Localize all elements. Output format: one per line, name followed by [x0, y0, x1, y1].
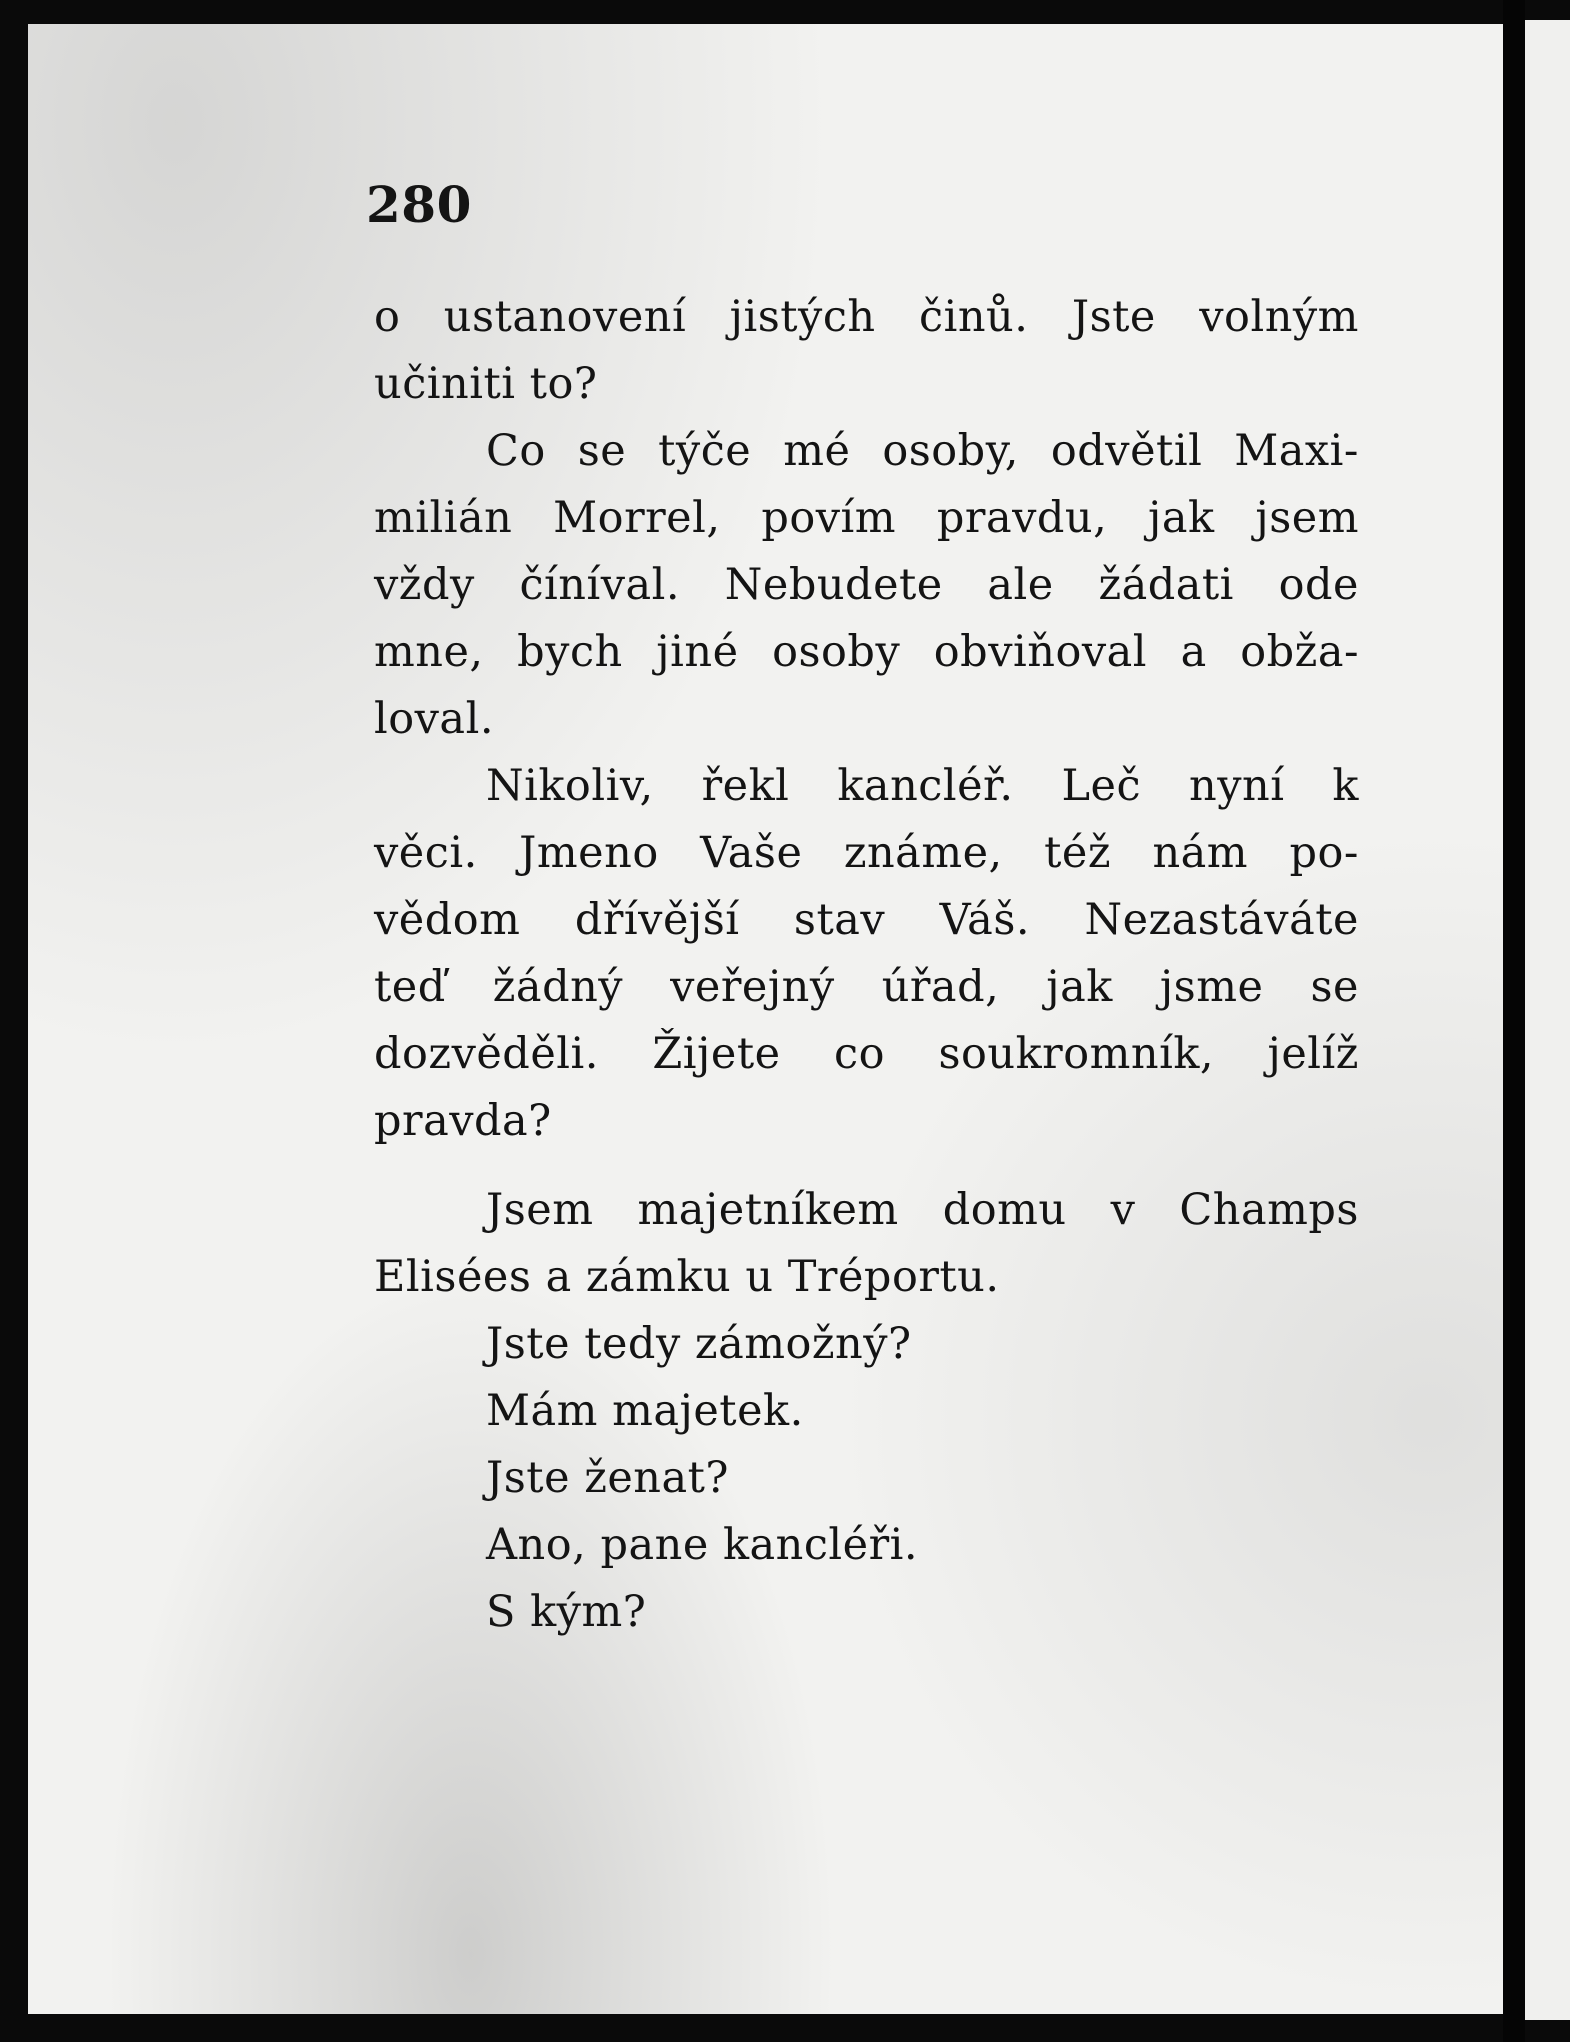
word: Leč: [1061, 761, 1142, 811]
word: jak: [1046, 962, 1113, 1012]
word: Jsem: [486, 1185, 594, 1235]
word: obža-: [1240, 627, 1359, 677]
word: volným: [1199, 292, 1359, 342]
word: dozvěděli.: [374, 1029, 599, 1079]
body-text: [374, 284, 1359, 1646]
word: nám: [1152, 828, 1249, 878]
text-line: [374, 954, 1359, 1021]
word: žádati: [1098, 560, 1234, 610]
word: domu: [942, 1185, 1067, 1235]
word: Maxi-: [1234, 426, 1359, 476]
word: jistých: [729, 292, 876, 342]
next-page-edge: [1525, 20, 1570, 2020]
word: obviňoval: [933, 627, 1148, 677]
word: co: [834, 1029, 885, 1079]
word: osoby: [772, 627, 901, 677]
word: řekl: [701, 761, 790, 811]
text-line: S kým?: [486, 1587, 647, 1637]
word: jsem: [1255, 493, 1359, 543]
text-line: Ano, pane kancléři.: [486, 1520, 919, 1570]
text-line: [374, 418, 1359, 485]
word: činů.: [919, 292, 1029, 342]
word: mé: [783, 426, 851, 476]
word: soukromník,: [938, 1029, 1215, 1079]
word: Žijete: [652, 1029, 781, 1079]
text-line: [374, 485, 1359, 552]
word: nyní: [1189, 761, 1285, 811]
word: mne,: [374, 627, 484, 677]
word: vždy: [374, 560, 475, 610]
word: též: [1044, 828, 1112, 878]
word: dřívější: [574, 895, 740, 945]
page-number: 280: [366, 175, 472, 234]
word: Vaše: [700, 828, 803, 878]
word: věci.: [374, 828, 478, 878]
word: o: [374, 292, 401, 342]
word: Morrel,: [553, 493, 721, 543]
word: Co: [486, 426, 546, 476]
word: žádný: [492, 962, 624, 1012]
word: se: [577, 426, 627, 476]
word: úřad,: [881, 962, 1000, 1012]
word: Nikoliv,: [486, 761, 654, 811]
text-line: Jste tedy zámožný?: [486, 1319, 912, 1369]
text-line: [374, 1177, 1359, 1244]
word: Jmeno: [519, 828, 659, 878]
word: k: [1332, 761, 1359, 811]
word: ustanovení: [443, 292, 687, 342]
word: odvětil: [1050, 426, 1203, 476]
word: veřejný: [670, 962, 835, 1012]
word: jak: [1148, 493, 1215, 543]
word: týče: [658, 426, 752, 476]
text-line: [374, 619, 1359, 686]
word: milián: [374, 493, 513, 543]
word: Champs: [1179, 1185, 1359, 1235]
word: Nebudete: [724, 560, 943, 610]
text-line: Jste ženat?: [486, 1453, 729, 1503]
text-line: [374, 820, 1359, 887]
text-line: [374, 887, 1359, 954]
word: kancléř.: [837, 761, 1014, 811]
word: ale: [987, 560, 1054, 610]
word: Nezastáváte: [1084, 895, 1359, 945]
word: bych: [517, 627, 623, 677]
word: vědom: [374, 895, 521, 945]
text-line: Mám majetek.: [486, 1386, 804, 1436]
text-line: loval.: [374, 694, 494, 744]
word: stav: [793, 895, 886, 945]
word: známe,: [843, 828, 1003, 878]
word: v: [1110, 1185, 1136, 1235]
word: číníval.: [519, 560, 681, 610]
word: majetníkem: [637, 1185, 899, 1235]
word: teď: [374, 962, 446, 1012]
word: a: [1180, 627, 1207, 677]
word: osoby,: [882, 426, 1019, 476]
text-line: [374, 1021, 1359, 1088]
text-line: [374, 284, 1359, 351]
text-line: pravda?: [374, 1096, 552, 1146]
word: se: [1310, 962, 1359, 1012]
text-line: [374, 552, 1359, 619]
word: ode: [1278, 560, 1359, 610]
word: Váš.: [939, 895, 1031, 945]
page-gutter: [1503, 0, 1525, 2042]
word: Jste: [1071, 292, 1156, 342]
text-line: [374, 753, 1359, 820]
word: jsme: [1159, 962, 1264, 1012]
word: jelíž: [1267, 1029, 1359, 1079]
word: po-: [1289, 828, 1359, 878]
text-line: učiniti to?: [374, 359, 598, 409]
word: jiné: [656, 627, 739, 677]
text-line: Elisées a zámku u Tréportu.: [374, 1252, 1000, 1302]
word: pravdu,: [936, 493, 1108, 543]
word: povím: [761, 493, 897, 543]
